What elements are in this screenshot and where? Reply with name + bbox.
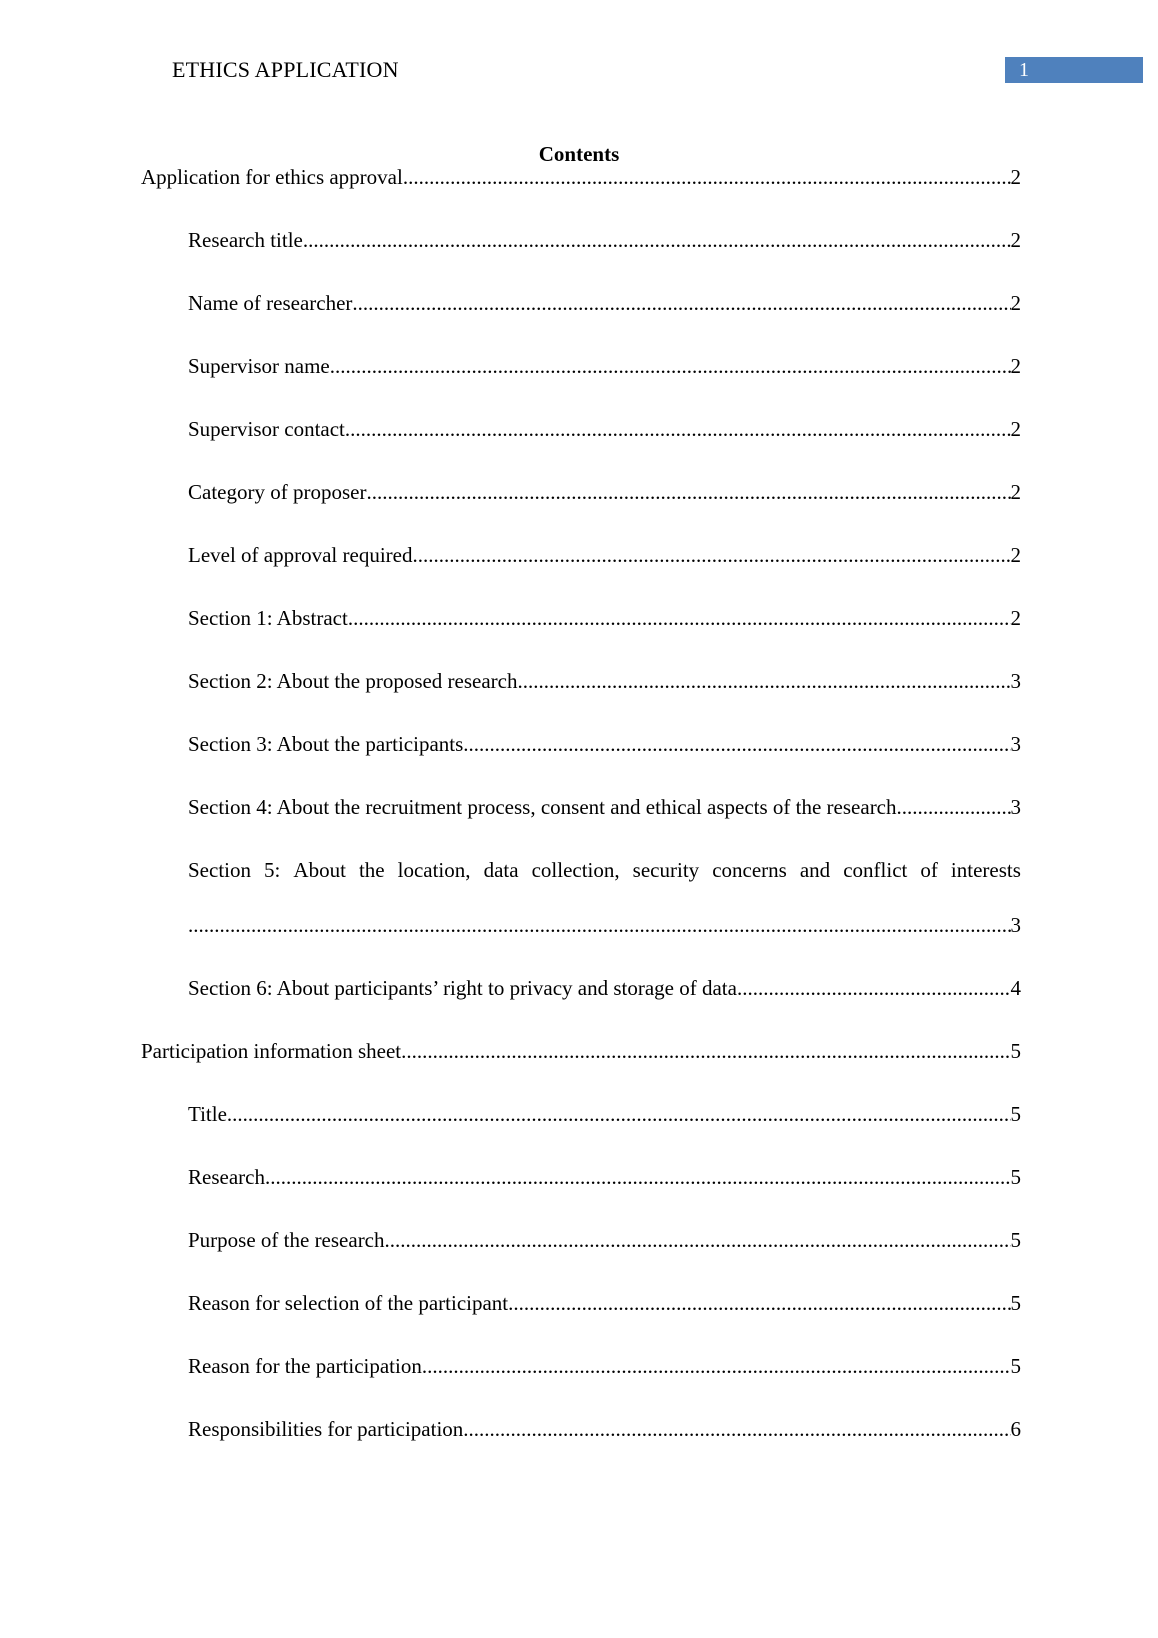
toc-entry-label: Section 3: About the participants [188,732,464,756]
toc-dot-leader [352,289,1010,317]
toc-entry[interactable] [188,289,1021,317]
toc-dot-leader [401,1037,1010,1065]
toc-dot-leader [265,1163,1011,1191]
toc-entry-page: 2 [1010,165,1021,189]
toc-dot-leader [403,163,1011,191]
toc-entry-label: Section 1: Abstract [188,606,348,630]
toc-entry-page: 2 [1010,417,1021,441]
toc-dot-leader [737,974,1011,1002]
running-header-title: ETHICS APPLICATION [172,57,399,82]
toc-dot-leader [518,667,1011,695]
toc-dot-leader [330,352,1011,380]
toc-dot-leader [188,911,1011,939]
wrapped-label-word: Section [188,858,251,882]
toc-entry-page: 5 [1010,1354,1021,1378]
toc-entry-page: 2 [1010,354,1021,378]
toc-entry-label: Application for ethics approval [141,165,403,189]
toc-dot-leader [422,1352,1011,1380]
toc-entry-page: 2 [1010,228,1021,252]
toc-entry-page: 3 [1010,669,1021,693]
toc-entry[interactable] [188,1163,1021,1191]
wrapped-label-word: of [920,858,938,882]
toc-entry-page: 5 [1010,1228,1021,1252]
toc-dot-leader [348,604,1011,632]
toc-entry[interactable] [141,1037,1021,1065]
toc-dot-leader [366,478,1010,506]
toc-entry[interactable] [188,974,1021,1002]
toc-entry-page: 6 [1010,1417,1021,1441]
toc-entry-page: 5 [1010,1102,1021,1126]
toc-entry-page: 4 [1010,976,1021,1000]
wrapped-label-word: interests [950,858,1021,882]
toc-entry[interactable] [188,478,1021,506]
toc-entry-label: Research [188,1165,265,1189]
toc-dot-leader [463,730,1010,758]
toc-entry[interactable] [188,1226,1021,1254]
wrapped-label-word: location, [397,858,471,882]
toc-entry-page: 3 [1010,795,1021,819]
wrapped-label-word: conflict [843,858,908,882]
toc-dot-leader [345,415,1011,443]
wrapped-label-word: 5: [264,858,281,882]
toc-entry-label [188,856,1021,884]
wrapped-label-word: the [358,858,385,882]
toc-entry-label: Responsibilities for participation [188,1417,464,1441]
toc-entry-page: 2 [1010,480,1021,504]
toc-entry-label: Participation information sheet [141,1039,402,1063]
toc-entry[interactable] [188,1289,1021,1317]
toc-dot-leader [412,541,1010,569]
toc-entry-label: Research title [188,228,303,252]
toc-entry-label: Reason for the participation [188,1354,422,1378]
wrapped-label-word: concerns [712,858,787,882]
toc-entry[interactable] [188,1352,1021,1380]
wrapped-label-word: data [483,858,519,882]
toc-entry[interactable] [188,856,1021,937]
toc-entry[interactable] [188,604,1021,632]
toc-entry[interactable] [141,163,1021,191]
toc-entry[interactable] [188,730,1021,758]
toc-dot-leader [303,226,1011,254]
toc-entry-label: Section 6: About participants’ right to privacy and storage of data [188,976,737,1000]
toc-dot-leader [463,1415,1010,1443]
toc-entry-page: 2 [1010,606,1021,630]
toc-dot-leader [227,1100,1011,1128]
toc-entry-label: Category of proposer [188,480,367,504]
toc-entry-page: 5 [1010,1165,1021,1189]
toc-entry-label: Level of approval required [188,543,413,567]
toc-entry-label: Supervisor contact [188,417,345,441]
toc-entry[interactable] [188,1415,1021,1443]
toc-entry-page: 2 [1010,543,1021,567]
wrapped-label-word: collection, [531,858,620,882]
toc-entry[interactable] [188,793,1021,821]
toc-dot-leader [508,1289,1010,1317]
toc-entry-page: 5 [1010,1039,1021,1063]
toc-entry-label: Purpose of the research [188,1228,385,1252]
toc-entry-label: Reason for selection of the participant [188,1291,509,1315]
toc-entry-page: 3 [1010,732,1021,756]
toc-dot-leader [385,1226,1011,1254]
toc-entry-label: Name of researcher [188,291,353,315]
toc-entry[interactable] [188,415,1021,443]
toc-entry[interactable] [188,1100,1021,1128]
toc-entry-label: Section 4: About the recruitment process, consent and ethical aspects of the research [188,795,897,819]
wrapped-label-word: About [293,858,346,882]
toc-entry-page: 5 [1010,1291,1021,1315]
toc-entry[interactable] [188,226,1021,254]
toc-entry-continuation [188,911,1021,939]
toc-entry-page: 2 [1010,291,1021,315]
toc-entry-label: Supervisor name [188,354,330,378]
wrapped-label-word: and [799,858,831,882]
toc-entry-page: 3 [1010,913,1021,937]
toc-entry-label: Section 2: About the proposed research [188,669,518,693]
toc-entry[interactable] [188,541,1021,569]
toc-entry-label: Title [188,1102,227,1126]
wrapped-label-word: security [632,858,700,882]
toc-heading: Contents [538,142,620,166]
page-number-badge: 1 [1005,57,1143,83]
toc-entry[interactable] [188,352,1021,380]
toc-dot-leader [897,793,1011,821]
toc-entry[interactable] [188,667,1021,695]
